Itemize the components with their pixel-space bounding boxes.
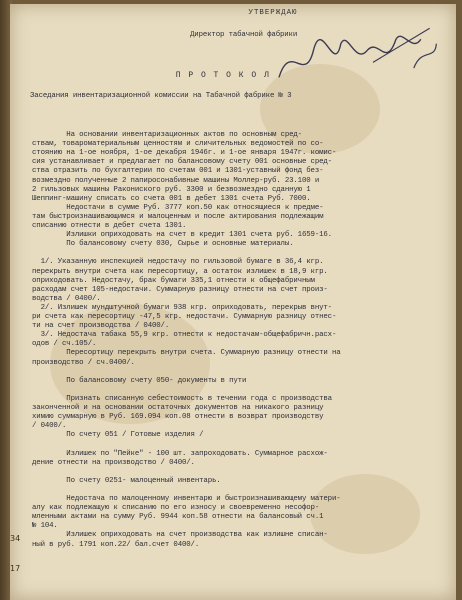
body-line: Излишки оприходовать на счет в кредит 1301 счета руб. 1659-16. — [32, 231, 332, 240]
margin-number: 34 — [10, 534, 21, 543]
body-line: списанию отнести в дебет счета 1301. — [32, 222, 187, 230]
body-line: По балансовому счету 030, Сырье и основные материалы. — [32, 240, 294, 249]
body-line: Недостача по малоценному инвентарю и быстроизнашивающему матери- — [32, 495, 341, 503]
body-line: На основании инвентаризационных актов по основным сред- — [32, 131, 302, 139]
body-line: стоянию на 1-ое ноября, 1-ое декабря 1946г. и 1-ое января 1947г. комис- — [32, 149, 337, 158]
body-line: ства отразить по бухгалтерии по счетам 001 и 1301-уставный фонд без- — [32, 167, 324, 176]
body-line: оприходовать. Недостачу, брак бумаги 335,1 отнести к общефабричным — [32, 276, 315, 285]
document-subtitle: Заседания инвентаризационной комиссии на Табачной фабрике № 3 — [30, 92, 292, 100]
body-line: 2 гильзовых машины Ракониского руб. 3300 и безвозмездно сданную 1 — [32, 185, 311, 194]
approval-heading: УТВЕРЖДАЮ — [248, 9, 298, 17]
body-line: Шеппинг-машину списать со счета 001 в дебет 1301 счета Руб. 7000. — [32, 194, 311, 203]
body-line: Излишек оприходовать на счет производства как излишне списан- — [32, 531, 328, 540]
body-line: химию суммарную в Руб. 169.094 коп.08 отнести в возврат производству — [32, 413, 324, 422]
body-line: алу как подлежащую к списанию по его износу и своевременно несофор- — [32, 504, 320, 513]
body-line: одов / сч.105/. — [32, 340, 97, 349]
body-line: 3/. Недостача табака 55,9 кгр. отнести к недостачам-общефабричн.расх- — [32, 331, 337, 340]
document-title: П Р О Т О К О Л — [175, 71, 271, 80]
body-line: 2/. Излишек мундштучной бумаги 938 кгр. оприходовать, перекрыв внут- — [32, 303, 332, 312]
body-line: По счету 051 / Готовые изделия / — [32, 431, 204, 440]
body-line: ри счета как пересортицу -47,5 кгр. недостачи. Суммарную разницу отнес- — [32, 313, 337, 321]
body-line: там быстроизнашивающимся и малоценным и после актирования подлежащим — [32, 212, 324, 221]
body-line: Признать списанную себестоимость в течении года с производства — [32, 394, 332, 403]
body-line: ствам, товароматериальным ценностям и сличительных ведомостей по со- — [32, 140, 324, 149]
body-line: перекрыть внутри счета как пересортицу, а остаток излишек в 18,9 кгр. — [32, 267, 328, 276]
approver-line: Директор табачной фабрики — [190, 31, 298, 39]
document-page — [10, 4, 456, 600]
body-line: возмездно полученные 2 папиросонабивные машины Моллер-руб. 23.100 и — [32, 176, 320, 185]
body-line: мленными актами на сумму Руб. 9944 коп.58 отнести на балансовый сч.1 — [32, 513, 324, 522]
body-line: ти на счет производства / 0400/. — [32, 322, 170, 331]
body-line: По балансовому счету 050- документы в пути — [32, 376, 247, 385]
body-line: дение отнести на производство / 0400/. — [32, 458, 195, 467]
handwritten-signature — [269, 15, 444, 92]
body-line: водства / 0400/. — [32, 294, 101, 303]
body-line: ный в руб. 1791 коп.22/ бал.счет 0400/. — [32, 540, 200, 549]
body-line: Недостачи в сумме Руб. 3777 коп.50 как относящиеся к предме- — [32, 203, 324, 212]
margin-number: 17 — [10, 564, 21, 573]
body-line: № 104. — [32, 522, 58, 531]
body-line: сия устанавливает и предлагает по балансовому счету 001 основные сред- — [32, 158, 332, 167]
body-line: / 0400/. — [32, 422, 67, 431]
body-line: По счету 0251- малоценный инвентарь. — [32, 476, 221, 485]
body-line: Излишек по "Пейке" - 100 шт. запроходовать. Суммарное расхож- — [32, 449, 328, 458]
body-line: 1/. Указанную инспекцией недостачу по гильзовой бумаге в 36,4 кгр. — [32, 258, 324, 267]
body-line: расходам счет 105-недостачи. Суммарную разницу отнести на счет произ- — [32, 285, 328, 294]
body-line: Пересортицу перекрыть внутри счета. Суммарную разницу отнести на — [32, 349, 341, 358]
body-line: производство / сч.0400/. — [32, 358, 135, 367]
body-line: законченной и на основании остаточных документов на никакого разницу — [32, 404, 324, 412]
